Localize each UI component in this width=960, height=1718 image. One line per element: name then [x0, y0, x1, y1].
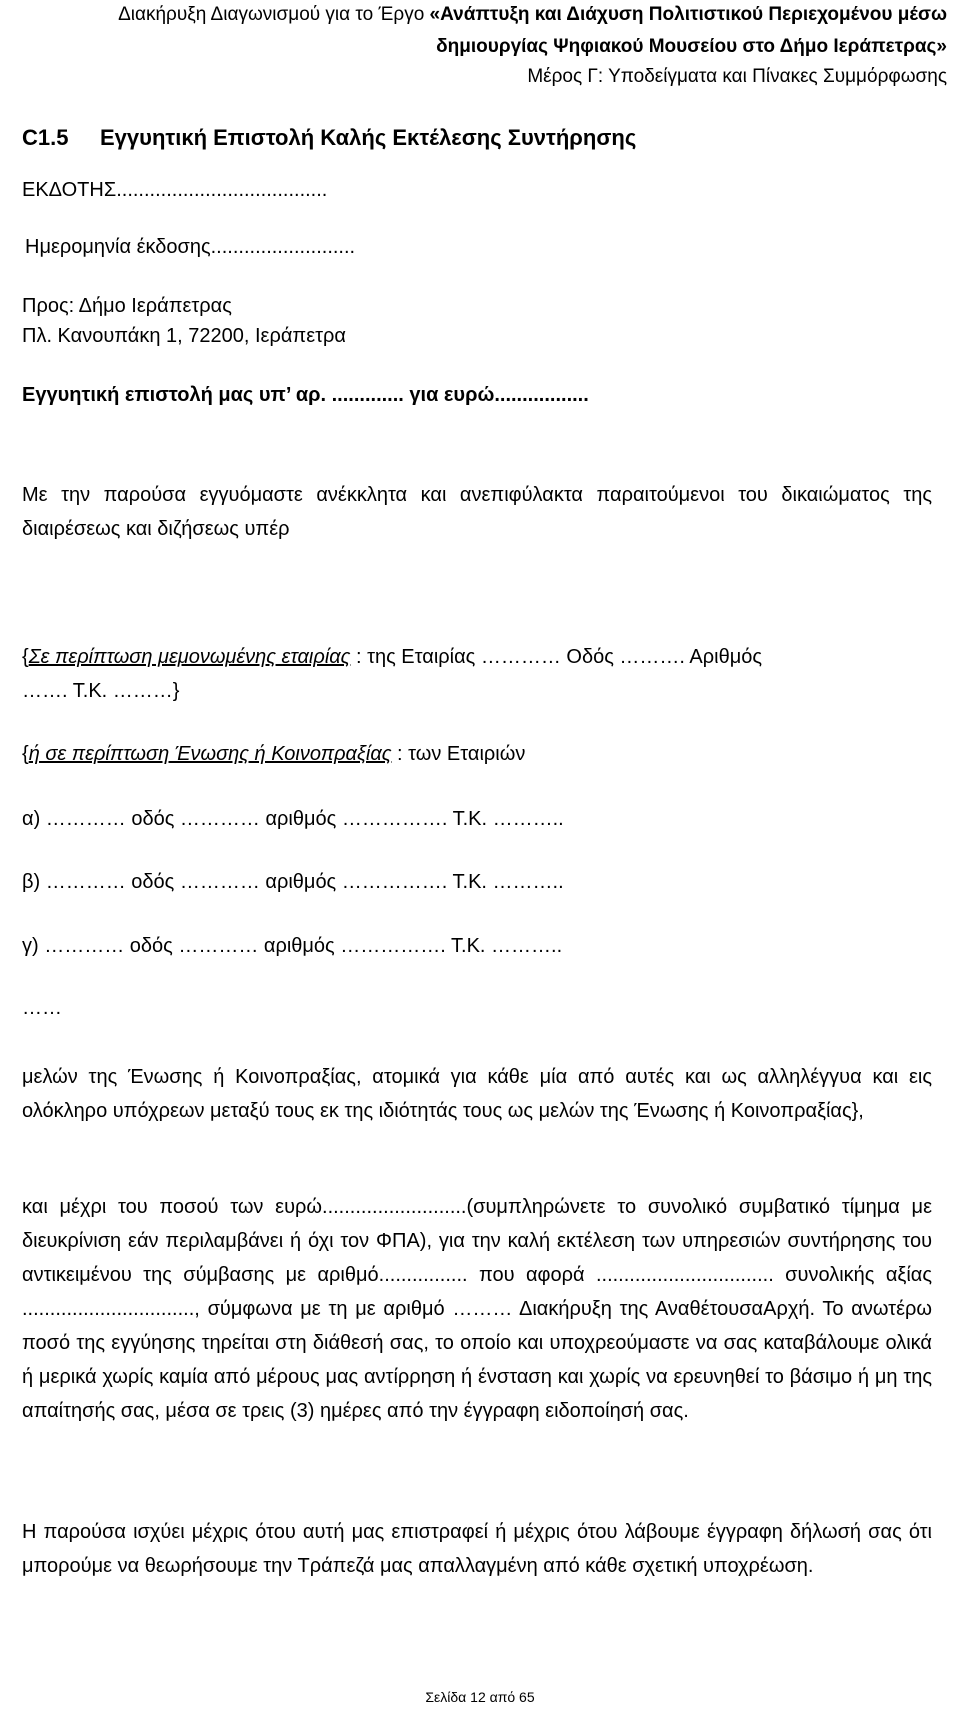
single-company-details: : της Εταιρίας ………… Οδός ………. Αριθμός	[350, 646, 762, 668]
page-number-footer: Σελίδα 12 από 65	[425, 1689, 535, 1705]
section-title-text: Εγγυητική Επιστολή Καλής Εκτέλεσης Συντήρησης	[100, 125, 637, 150]
header-line-1-prefix: Διακήρυξη Διαγωνισμού για το Έργο	[118, 4, 430, 25]
header-line-1	[118, 2, 947, 28]
amount-paragraph: και μέχρι του ποσού των ευρώ..........................(συμπληρώνετε το συνολικό συμβατικό τίμημα με διευκρίνιση εάν περιλαμβάνει ή όχι τον ΦΠΑ), για την καλή εκτέλεση των υπηρεσιών συντήρησης του αντικειμένου της σύμβασης με αριθμό................ που αφορά ................................ συνολικής αξίας ..............................., σύμφωνα με τη με αριθμό ……… Διακήρυξη της ΑναθέτουσαΑρχή. Το ανωτέρω ποσό της εγγύησης τηρείται στη διάθεσή σας, το οποίο και υποχρεούμαστε να σας καταβάλουμε ολικά ή μερικά χωρίς καμία από μέρους μας αντίρρηση ή ένσταση και χωρίς να ερευνηθεί το βάσιμο ή μη της απαίτησής σας, μέσα σε τρεις (3) ημέρες από την έγγραφη ειδοποίησή σας.	[22, 1196, 932, 1422]
single-company-line-1	[22, 643, 762, 671]
joint-venture-label: ή σε περίπτωση Ένωσης ή Κοινοπραξίας	[28, 743, 392, 765]
recipient-address: Πλ. Κανουπάκη 1, 72200, Ιεράπετρα	[22, 325, 346, 347]
single-company-line-2: ……. Τ.Κ. ………}	[22, 680, 180, 702]
issue-date-line: Ημερομηνία έκδοσης..........................	[25, 236, 356, 258]
intro-paragraph: Με την παρούσα εγγυόμαστε ανέκκλητα και ανεπιφύλακτα παραιτούμενοι του δικαιώματος της διαιρέσεως και διζήσεως υπέρ	[22, 484, 932, 540]
members-paragraph: μελών της Ένωσης ή Κοινοπραξίας, ατομικά για κάθε μία από αυτές και ως αλληλέγγυα και εις ολόκληρο υπόχρεων μεταξύ τους εκ της ιδιότητάς τους ως μελών της Ένωσης ή Κοινοπραξίας},	[22, 1066, 932, 1122]
header-line-1-project: «Ανάπτυξη και Διάχυση Πολιτιστικού Περιεχομένου μέσω	[429, 4, 947, 25]
section-number: C1.5	[22, 125, 69, 150]
single-company-open-brace: {	[22, 646, 29, 668]
member-row: α) ………… οδός ………… αριθμός ……………. Τ.Κ. ………..	[22, 808, 564, 830]
joint-venture-open-brace: {	[22, 743, 29, 765]
recipient-to: Προς: Δήμο Ιεράπετρας	[22, 295, 232, 317]
validity-paragraph: Η παρούσα ισχύει μέχρις ότου αυτή μας επιστραφεί ή μέχρις ότου λάβουμε έγγραφη δήλωσή σας ότι μπορούμε να θεωρήσουμε την Τράπεζά μας απαλλαγμένη από κάθε σχετική υποχρέωση.	[22, 1521, 932, 1577]
header-line-2: δημιουργίας Ψηφιακού Μουσείου στο Δήμο Ιεράπετρας»	[436, 36, 947, 57]
issuer-line: ΕΚΔΟΤΗΣ......................................	[22, 179, 328, 201]
section-title	[22, 124, 636, 152]
joint-venture-rest: : των Εταιριών	[391, 743, 526, 765]
joint-venture-line	[22, 740, 525, 768]
single-company-label: Σε περίπτωση μεμονωμένης εταιρίας	[28, 646, 351, 668]
member-row: γ) ………… οδός ………… αριθμός ……………. Τ.Κ. ………..	[22, 935, 563, 957]
member-row: β) ………… οδός ………… αριθμός ……………. Τ.Κ. ………..	[22, 871, 564, 893]
members-ellipsis: ……	[22, 997, 62, 1019]
letter-reference: Εγγυητική επιστολή μας υπ’ αρ. ............. για ευρώ.................	[22, 384, 589, 406]
header-line-3: Μέρος Γ: Υποδείγματα και Πίνακες Συμμόρφωσης	[527, 66, 947, 87]
